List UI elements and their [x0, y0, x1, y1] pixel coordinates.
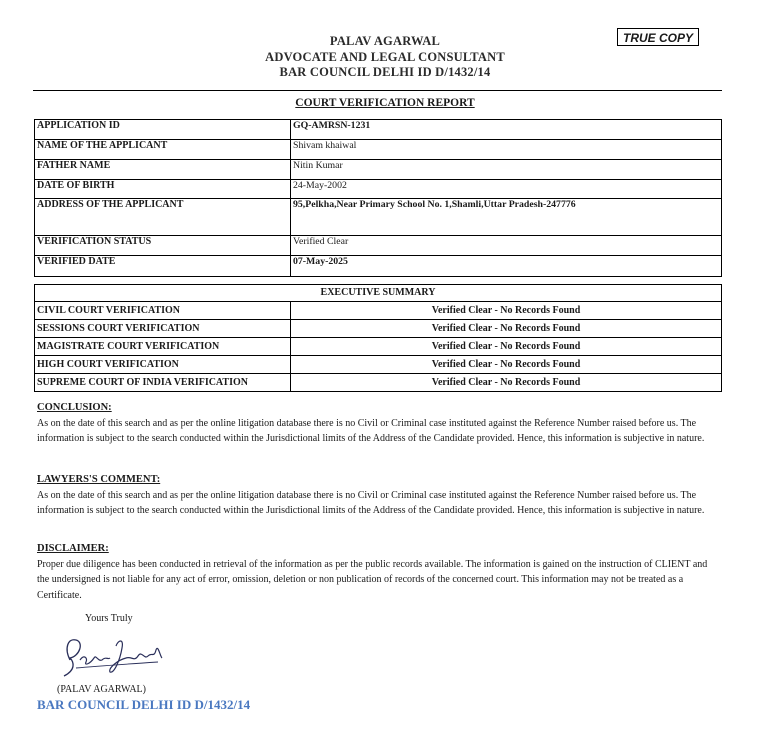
field-label: VERIFIED DATE — [35, 256, 291, 277]
table-row — [35, 199, 722, 236]
advocate-bar-id: BAR COUNCIL DELHI ID D/1432/14 — [279, 65, 491, 79]
court-label: HIGH COURT VERIFICATION — [35, 356, 291, 374]
executive-summary-title: EXECUTIVE SUMMARY — [35, 285, 722, 302]
field-value: Verified Clear — [291, 236, 722, 256]
field-value: Shivam khaiwal — [291, 140, 722, 160]
closing-salutation: Yours Truly — [85, 613, 133, 624]
field-value: 24-May-2002 — [291, 180, 722, 199]
advocate-designation: ADVOCATE AND LEGAL CONSULTANT — [265, 49, 505, 64]
signatory-bar-id: BAR COUNCIL DELHI ID D/1432/14 — [37, 697, 251, 712]
field-label: VERIFICATION STATUS — [35, 236, 291, 256]
table-row — [35, 320, 722, 338]
disclaimer-title: DISCLAIMER: — [37, 543, 109, 554]
table-row — [35, 120, 722, 140]
field-value: 95,Pelkha,Near Primary School No. 1,Shamli,Uttar Pradesh-247776 — [291, 199, 722, 236]
field-label: APPLICATION ID — [35, 120, 291, 140]
true-copy-stamp: TRUE COPY — [617, 28, 699, 46]
table-row — [35, 140, 722, 160]
court-label: SESSIONS COURT VERIFICATION — [35, 320, 291, 338]
court-result: Verified Clear - No Records Found — [291, 374, 722, 392]
applicant-details-table — [34, 119, 722, 277]
executive-summary-table — [34, 284, 722, 392]
court-result: Verified Clear - No Records Found — [291, 302, 722, 320]
table-row — [35, 338, 722, 356]
disclaimer-section — [37, 541, 717, 603]
conclusion-section — [37, 400, 717, 447]
disclaimer-text: Proper due diligence has been conducted in retrieval of the information as per the public records available. The information is gained on the instruction of CLIENT and the undersigned is not liable for any act of error, omission, deletion or non publication of records of the concerned court. This information may not be treated as a Certificate. — [37, 558, 708, 601]
report-title: COURT VERIFICATION REPORT — [295, 97, 475, 109]
handwritten-signature — [58, 630, 168, 682]
field-value: 07-May-2025 — [291, 256, 722, 277]
conclusion-text: As on the date of this search and as per the online litigation database there is no Civil or Criminal case instituted against the Reference Number raised before us. The information is subject to the search conducted within the Jurisdictional limits of the Address of the Candidate provided. Hence, this information is subjective in nature. — [37, 417, 705, 445]
signatory-name: (PALAV AGARWAL) — [57, 684, 146, 695]
advocate-name: PALAV AGARWAL — [329, 34, 441, 48]
conclusion-title: CONCLUSION: — [37, 402, 112, 413]
table-row — [35, 236, 722, 256]
table-row — [35, 356, 722, 374]
header-divider — [33, 90, 722, 91]
field-label: ADDRESS OF THE APPLICANT — [35, 199, 291, 236]
field-label: NAME OF THE APPLICANT — [35, 140, 291, 160]
table-row — [35, 302, 722, 320]
letterhead — [0, 34, 770, 81]
table-row — [35, 256, 722, 277]
table-row — [35, 160, 722, 180]
court-result: Verified Clear - No Records Found — [291, 338, 722, 356]
lawyers-comment-text: As on the date of this search and as per the online litigation database there is no Civil or Criminal case instituted against the Reference Number raised before us. The information is subject to the search conducted within the Jurisdictional limits of the Address of the Candidate provided. Hence, this information is subjective in nature. — [37, 489, 705, 517]
field-label: FATHER NAME — [35, 160, 291, 180]
court-result: Verified Clear - No Records Found — [291, 356, 722, 374]
court-label: MAGISTRATE COURT VERIFICATION — [35, 338, 291, 356]
court-result: Verified Clear - No Records Found — [291, 320, 722, 338]
court-label: SUPREME COURT OF INDIA VERIFICATION — [35, 374, 291, 392]
table-header-row — [35, 285, 722, 302]
lawyers-comment-title: LAWYERS'S COMMENT: — [37, 474, 161, 485]
field-value: GQ-AMRSN-1231 — [291, 120, 722, 140]
table-row — [35, 180, 722, 199]
field-value: Nitin Kumar — [291, 160, 722, 180]
field-label: DATE OF BIRTH — [35, 180, 291, 199]
lawyers-comment-section — [37, 472, 717, 519]
court-label: CIVIL COURT VERIFICATION — [35, 302, 291, 320]
table-row — [35, 374, 722, 392]
